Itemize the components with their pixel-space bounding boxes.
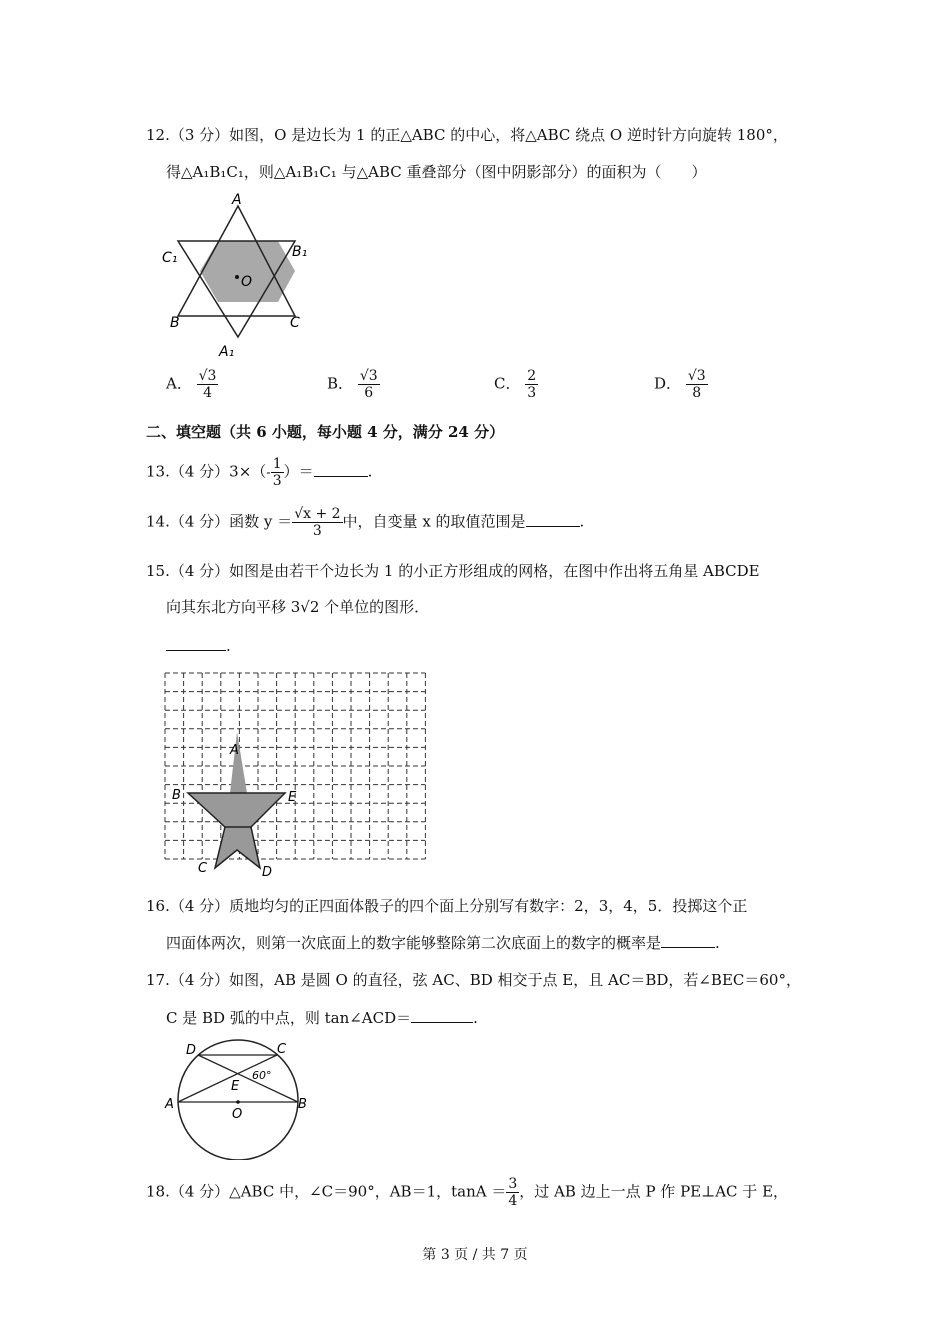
label-O: O xyxy=(241,274,253,290)
label-A: A xyxy=(165,1097,174,1112)
q13-answer-blank xyxy=(314,462,368,477)
q17-circle-figure xyxy=(160,1036,320,1160)
label-A1: A₁ xyxy=(219,344,235,360)
label-B: B xyxy=(298,1097,307,1112)
q12-option-c: C． $\frac{2}{3}$ xyxy=(494,368,537,401)
label-C1: C₁ xyxy=(162,250,178,266)
q17-answer-blank xyxy=(411,1008,473,1023)
label-A: A xyxy=(232,192,242,208)
label-C: C xyxy=(290,315,300,331)
label-angle: 60° xyxy=(252,1069,272,1082)
label-B: B xyxy=(172,788,181,803)
q15-grid-star-figure xyxy=(160,668,436,880)
label-O: O xyxy=(232,1107,243,1122)
label-B1: B₁ xyxy=(292,244,308,260)
q14-answer-blank xyxy=(526,512,580,527)
q12-option-b: B． $\frac{√3}{6}$ xyxy=(327,368,378,401)
q16-line2: 四面体两次，则第一次底面上的数字能够整除第二次底面上的数字的概率是 . xyxy=(166,934,720,952)
page-footer: 第 3 页 / 共 7 页 xyxy=(422,1247,528,1263)
q16-answer-blank xyxy=(661,933,715,948)
label-E: E xyxy=(288,790,297,805)
q15-line2: 向其东北方向平移 3√2 个单位的图形． xyxy=(166,598,430,616)
q16-line1: 16.（4 分）质地均匀的正四面体骰子的四个面上分别写有数字：2，3，4，5．投掷这个正 xyxy=(146,897,748,915)
q18: 18.（4 分）△ABC 中，∠C＝90°，AB＝1，tanA ＝ $\frac{3}{4}$ ，过 AB 边上一点 P 作 PE⊥AC 于 E， xyxy=(146,1176,789,1209)
label-E: E xyxy=(231,1079,240,1094)
q12-line1: 12.（3 分）如图，O 是边长为 1 的正△ABC 的中心，将△ABC 绕点 O 逆时针方向旋转 180°， xyxy=(146,126,788,144)
q12-line2: 得△A₁B₁C₁，则△A₁B₁C₁ 与△ABC 重叠部分（图中阴影部分）的面积为（ ） xyxy=(166,163,707,181)
q12-option-d: D． $\frac{√3}{8}$ xyxy=(654,368,706,401)
label-D: D xyxy=(186,1043,197,1058)
q15-answer: . xyxy=(166,636,231,656)
label-C: C xyxy=(277,1042,287,1057)
label-C: C xyxy=(198,861,208,876)
q12-hexagram-figure xyxy=(160,190,320,362)
q13: 13.（4 分）3×（- $\frac{1}{3}$ ）＝ . xyxy=(146,456,373,489)
label-B: B xyxy=(170,315,180,331)
q14: 14.（4 分）函数 y ＝ $\frac{√x + 2}{3}$ 中，自变量 x 的取值范围是 . xyxy=(146,506,585,539)
section-2-heading: 二、填空题（共 6 小题，每小题 4 分，满分 24 分） xyxy=(146,423,505,441)
q15-line1: 15.（4 分）如图是由若干个边长为 1 的小正方形组成的网格，在图中作出将五角星 ABCDE xyxy=(146,562,760,580)
q12-option-a: A． $\frac{√3}{4}$ xyxy=(166,368,217,401)
center-o-point xyxy=(235,275,239,279)
label-D: D xyxy=(262,865,273,880)
q17-line1: 17.（4 分）如图，AB 是圆 O 的直径，弦 AC、BD 相交于点 E，且 AC＝BD，若∠BEC＝60°， xyxy=(146,971,801,989)
q17-line2: C 是 BD 弧的中点，则 tan∠ACD＝ . xyxy=(166,1009,478,1027)
label-A: A xyxy=(230,743,239,758)
q15-answer-blank xyxy=(166,636,226,651)
